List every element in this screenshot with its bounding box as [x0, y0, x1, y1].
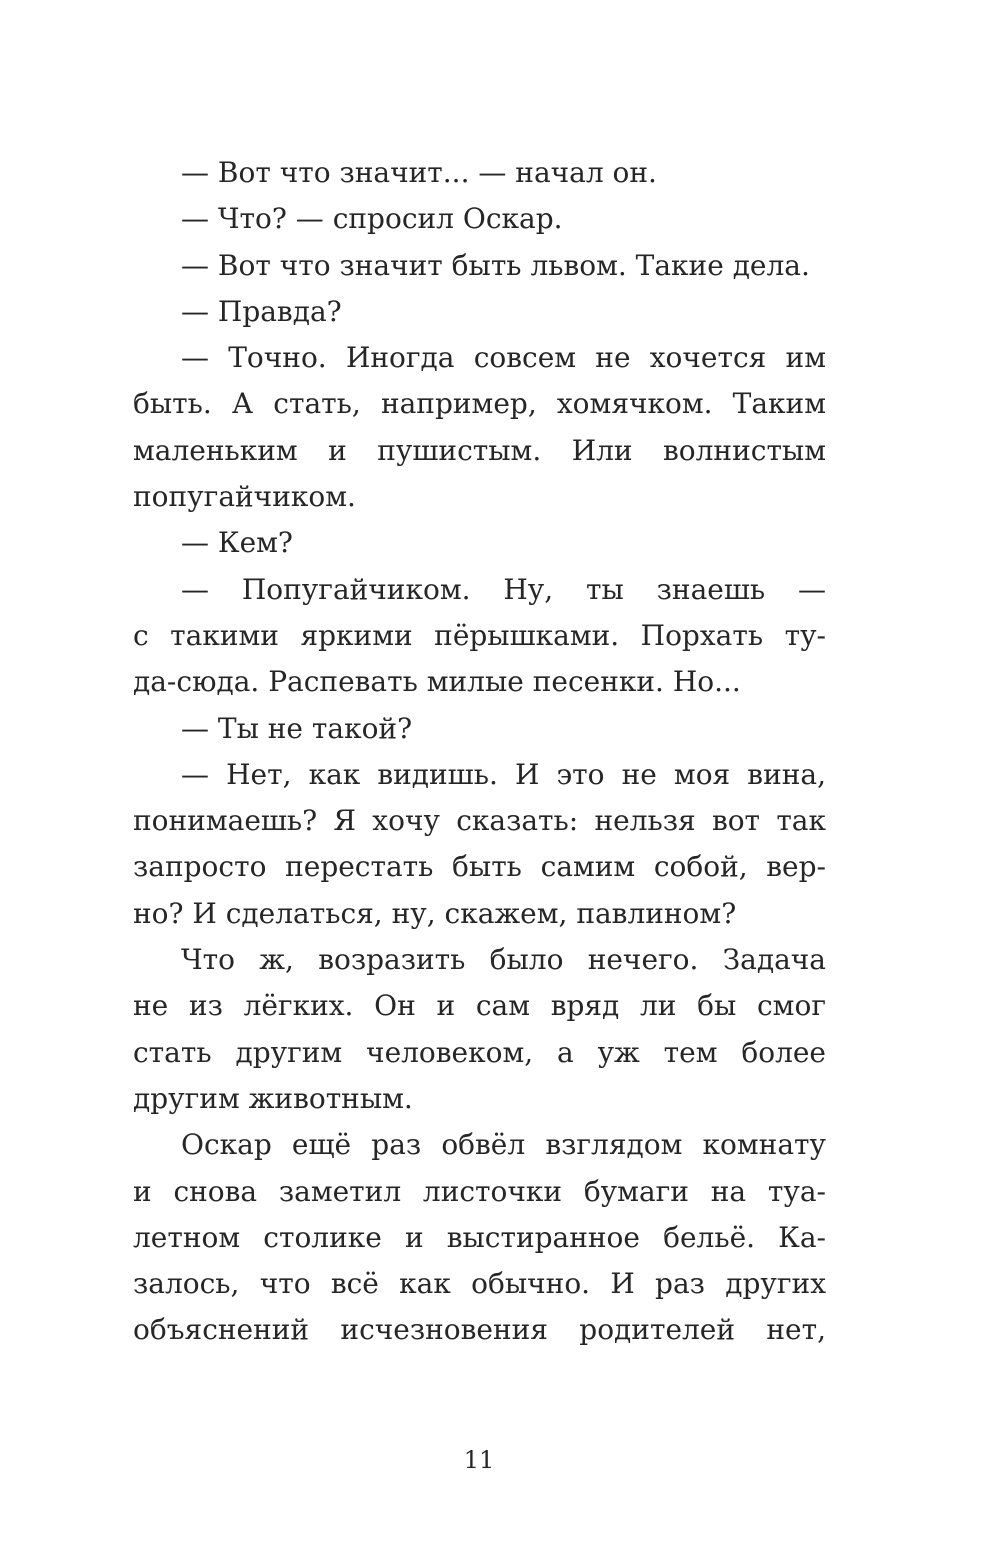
body-text — [133, 150, 826, 1354]
text-line: Что ж, возразить было нечего. Задача — [181, 943, 826, 977]
text-line: стать другим человеком, а уж тем более — [133, 1035, 826, 1069]
text-line: Оскар ещё раз обвёл взглядом комнату — [181, 1128, 826, 1162]
text-line: — Попугайчиком. Ну, ты знаешь — — [181, 572, 826, 606]
text-line: — Правда? — [181, 294, 342, 328]
text-line: — Ты не такой? — [181, 711, 413, 745]
text-line: понимаешь? Я хочу сказать: нельзя вот так — [133, 804, 826, 838]
text-line: маленьким и пушистым. Или волнистым — [133, 433, 826, 467]
text-line: — Вот что значит быть львом. Такие дела. — [181, 248, 810, 282]
text-line: залось, что всё как обычно. И раз других — [133, 1267, 826, 1301]
text-line: не из лёгких. Он и сам вряд ли бы смог — [133, 989, 826, 1023]
text-line: — Что? — спросил Оскар. — [181, 202, 563, 236]
text-line: с такими яркими пёрышками. Порхать ту- — [133, 618, 826, 652]
text-line: — Нет, как видишь. И это не моя вина, — [181, 757, 826, 791]
text-line: объяснений исчезновения родителей нет, — [133, 1313, 826, 1347]
text-line: и снова заметил листочки бумаги на туа- — [133, 1174, 826, 1208]
text-line: попугайчиком. — [133, 480, 356, 514]
text-line: да-сюда. Распевать милые песенки. Но... — [133, 665, 741, 699]
text-line: другим животным. — [133, 1081, 413, 1115]
text-line: запросто перестать быть самим собой, вер- — [133, 850, 826, 884]
text-line: — Кем? — [181, 526, 293, 560]
text-line: быть. А стать, например, хомячком. Таким — [133, 387, 826, 421]
text-line: — Вот что значит... — начал он. — [181, 156, 657, 189]
page-number: 11 — [463, 1446, 495, 1474]
text-line: но? И сделаться, ну, скажем, павлином? — [133, 896, 737, 930]
text-line: — Точно. Иногда совсем не хочется им — [181, 341, 826, 375]
text-line: летном столике и выстиранное бельё. Ка- — [133, 1220, 826, 1254]
